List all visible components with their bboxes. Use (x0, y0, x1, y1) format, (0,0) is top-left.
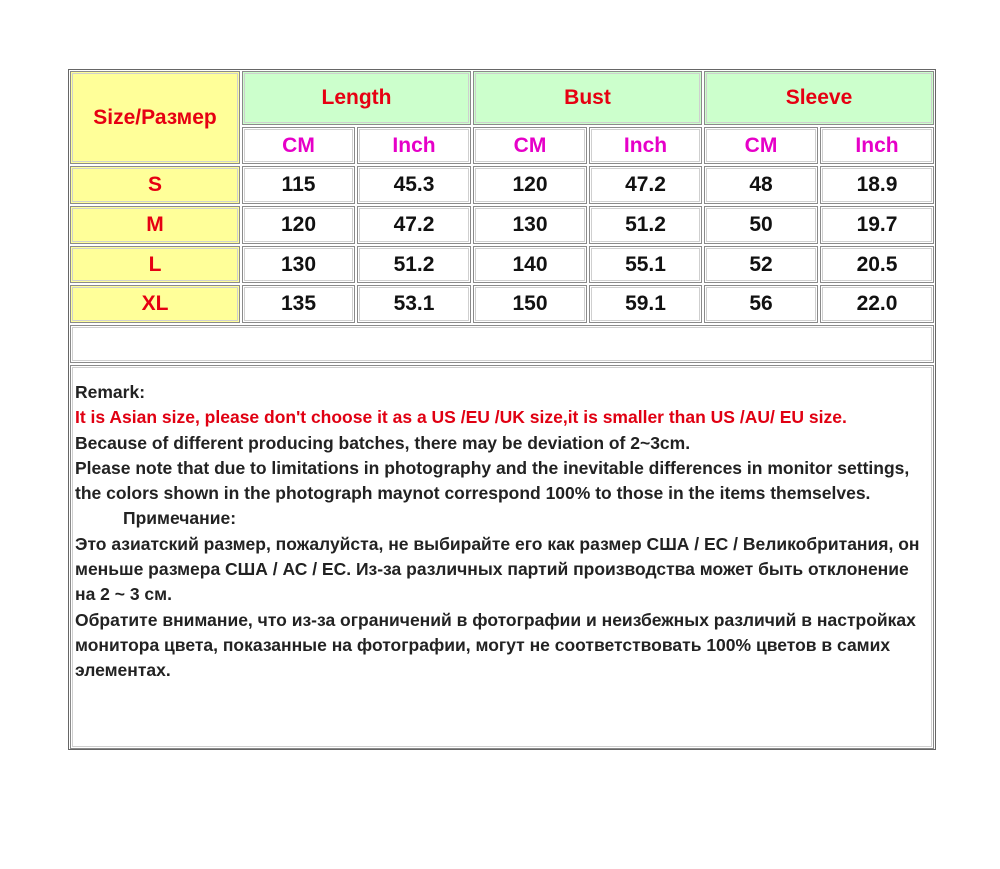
table-cell: 55.1 (589, 246, 702, 283)
unit-header-length-cm: CM (242, 127, 355, 164)
table-cell: 18.9 (820, 166, 934, 204)
unit-header-sleeve-inch: Inch (820, 127, 934, 164)
table-cell: 52 (704, 246, 818, 283)
group-header-sleeve: Sleeve (704, 71, 934, 125)
empty-row (70, 325, 934, 363)
table-cell: 59.1 (589, 285, 702, 323)
remark-block (70, 365, 934, 749)
table-cell: 130 (473, 206, 587, 244)
table-cell: 140 (473, 246, 587, 283)
ru-photo-note: Обратите внимание, что из-за ограничений в фотографии и неизбежных различий в настройках монитора цвета, показанные на фотографии, могут не соответствовать 100% цветов в самих элементах. (75, 609, 916, 681)
photo-note-text: Please note that due to limitations in photography and the inevitable differences in monitor settings, the colors shown in the photograph maynot correspond 100% to those in the items themselves. (75, 457, 910, 504)
table-cell: 19.7 (820, 206, 934, 244)
table-cell: 48 (704, 166, 818, 204)
table-cell: 51.2 (357, 246, 471, 283)
photo-note (75, 456, 929, 532)
table-cell: 20.5 (820, 246, 934, 283)
table-cell: 56 (704, 285, 818, 323)
size-label-m: M (70, 206, 240, 244)
asian-size-warning: It is Asian size, please don't choose it as a US /EU /UK size,it is smaller than US /AU/ EU size. (75, 407, 847, 428)
ru-remark-title: Примечание: (123, 508, 237, 529)
group-header-bust: Bust (473, 71, 702, 125)
unit-header-length-inch: Inch (357, 127, 471, 164)
table-cell: 47.2 (589, 166, 702, 204)
table-cell: 22.0 (820, 285, 934, 323)
remark-title: Remark: (75, 382, 146, 402)
deviation-note: Because of different producing batches, there may be deviation of 2~3cm. (75, 432, 691, 453)
size-label-s: S (70, 166, 240, 204)
group-header-length: Length (242, 71, 471, 125)
table-cell: 45.3 (357, 166, 471, 204)
unit-header-bust-cm: CM (473, 127, 587, 164)
table-cell: 50 (704, 206, 818, 244)
ru-size-note: Это азиатский размер, пожалуйста, не выбирайте его как размер США / ЕС / Великобритания, он меньше размера США / АС / ЕС. Из-за различных партий производства может быть отклонение на 2 ~ 3 см. (75, 533, 920, 605)
unit-header-bust-inch: Inch (589, 127, 702, 164)
table-cell: 135 (242, 285, 355, 323)
table-cell: 51.2 (589, 206, 702, 244)
table-cell: 130 (242, 246, 355, 283)
size-header: Size/Размер (70, 71, 240, 164)
table-cell: 120 (242, 206, 355, 244)
table-cell: 150 (473, 285, 587, 323)
size-label-l: L (70, 246, 240, 283)
unit-header-sleeve-cm: CM (704, 127, 818, 164)
table-cell: 115 (242, 166, 355, 204)
table-cell: 47.2 (357, 206, 471, 244)
size-label-xl: XL (70, 285, 240, 323)
table-cell: 120 (473, 166, 587, 204)
table-cell: 53.1 (357, 285, 471, 323)
